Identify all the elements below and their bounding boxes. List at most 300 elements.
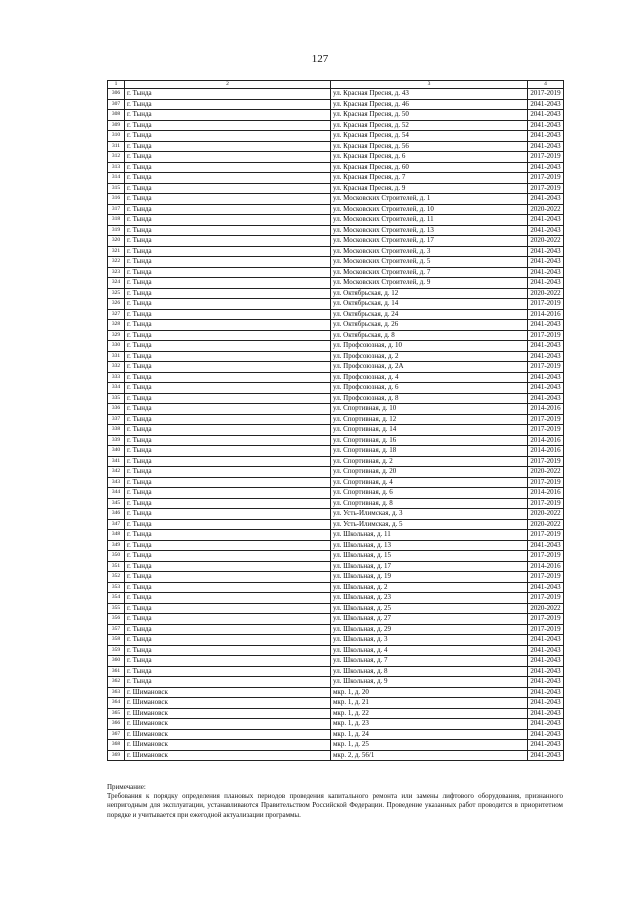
row-number: 354 <box>108 593 125 604</box>
city-cell: г. Тында <box>125 414 331 425</box>
city-cell: г. Тында <box>125 89 331 100</box>
address-cell: ул. Школьная, д. 23 <box>331 593 528 604</box>
period-cell: 2041-2043 <box>528 677 564 688</box>
period-cell: 2020-2022 <box>528 603 564 614</box>
address-cell: ул. Спортивная, д. 20 <box>331 467 528 478</box>
address-cell: ул. Спортивная, д. 14 <box>331 425 528 436</box>
city-cell: г. Тында <box>125 593 331 604</box>
period-cell: 2014-2016 <box>528 561 564 572</box>
table-row <box>108 435 564 446</box>
period-cell: 2017-2019 <box>528 551 564 562</box>
period-cell: 2041-2043 <box>528 278 564 289</box>
address-cell: ул. Спортивная, д. 4 <box>331 477 528 488</box>
city-cell: г. Тында <box>125 173 331 184</box>
row-number: 338 <box>108 425 125 436</box>
city-cell: г. Тында <box>125 246 331 257</box>
period-cell: 2041-2043 <box>528 750 564 761</box>
period-cell: 2017-2019 <box>528 477 564 488</box>
period-cell: 2041-2043 <box>528 393 564 404</box>
city-cell: г. Тында <box>125 267 331 278</box>
table-row <box>108 215 564 226</box>
row-number: 311 <box>108 141 125 152</box>
table-row <box>108 509 564 520</box>
address-cell: ул. Профсоюзная, д. 2А <box>331 362 528 373</box>
city-cell: г. Тында <box>125 477 331 488</box>
period-cell: 2041-2043 <box>528 740 564 751</box>
period-cell: 2014-2016 <box>528 435 564 446</box>
row-number: 326 <box>108 299 125 310</box>
period-cell: 2041-2043 <box>528 383 564 394</box>
table-row <box>108 414 564 425</box>
row-number: 345 <box>108 498 125 509</box>
table-row <box>108 624 564 635</box>
row-number: 315 <box>108 183 125 194</box>
row-number: 332 <box>108 362 125 373</box>
column-header: 1 <box>108 81 125 89</box>
row-number: 322 <box>108 257 125 268</box>
period-cell: 2020-2022 <box>528 288 564 299</box>
row-number: 313 <box>108 162 125 173</box>
period-cell: 2041-2043 <box>528 120 564 131</box>
repair-schedule-table-container <box>107 80 563 761</box>
period-cell: 2041-2043 <box>528 267 564 278</box>
table-row <box>108 89 564 100</box>
city-cell: г. Тында <box>125 152 331 163</box>
row-number: 324 <box>108 278 125 289</box>
note-block <box>107 783 563 820</box>
city-cell: г. Тында <box>125 225 331 236</box>
table-row <box>108 288 564 299</box>
address-cell: ул. Красная Пресня, д. 9 <box>331 183 528 194</box>
table-row <box>108 278 564 289</box>
row-number: 351 <box>108 561 125 572</box>
table-row <box>108 551 564 562</box>
row-number: 339 <box>108 435 125 446</box>
city-cell: г. Тында <box>125 582 331 593</box>
table-row <box>108 488 564 499</box>
city-cell: г. Тында <box>125 183 331 194</box>
table-row <box>108 446 564 457</box>
address-cell: ул. Школьная, д. 8 <box>331 666 528 677</box>
period-cell: 2017-2019 <box>528 414 564 425</box>
city-cell: г. Тында <box>125 446 331 457</box>
row-number: 363 <box>108 687 125 698</box>
row-number: 368 <box>108 740 125 751</box>
address-cell: ул. Красная Пресня, д. 50 <box>331 110 528 121</box>
address-cell: ул. Школьная, д. 2 <box>331 582 528 593</box>
table-row <box>108 729 564 740</box>
row-number: 310 <box>108 131 125 142</box>
row-number: 367 <box>108 729 125 740</box>
table-row <box>108 204 564 215</box>
address-cell: ул. Московских Строителей, д. 11 <box>331 215 528 226</box>
address-cell: ул. Спортивная, д. 6 <box>331 488 528 499</box>
table-row <box>108 372 564 383</box>
city-cell: г. Тында <box>125 467 331 478</box>
address-cell: ул. Московских Строителей, д. 13 <box>331 225 528 236</box>
city-cell: г. Тында <box>125 635 331 646</box>
note-text: Требования к порядку определения плановых периодов проведения капитального ремонта или замены лифтового оборудования, признанного непригодным для эксплуатации, устанавливаются Правительством Российской Федерации. Проведение указанных работ проводится в приоритетном порядке и учитывается при ежегодной актуализации программы. <box>107 792 563 819</box>
city-cell: г. Шимановск <box>125 750 331 761</box>
repair-schedule-table <box>107 80 564 761</box>
row-number: 340 <box>108 446 125 457</box>
address-cell: ул. Школьная, д. 7 <box>331 656 528 667</box>
table-row <box>108 708 564 719</box>
table-row <box>108 246 564 257</box>
column-header: 3 <box>331 81 528 89</box>
row-number: 350 <box>108 551 125 562</box>
row-number: 328 <box>108 320 125 331</box>
city-cell: г. Тында <box>125 509 331 520</box>
row-number: 366 <box>108 719 125 730</box>
row-number: 359 <box>108 645 125 656</box>
city-cell: г. Тында <box>125 624 331 635</box>
period-cell: 2017-2019 <box>528 89 564 100</box>
period-cell: 2041-2043 <box>528 162 564 173</box>
period-cell: 2041-2043 <box>528 341 564 352</box>
table-row <box>108 477 564 488</box>
city-cell: г. Тында <box>125 120 331 131</box>
period-cell: 2017-2019 <box>528 593 564 604</box>
table-row <box>108 141 564 152</box>
table-row <box>108 698 564 709</box>
row-number: 314 <box>108 173 125 184</box>
page-number: 127 <box>311 53 329 65</box>
table-row <box>108 152 564 163</box>
period-cell: 2017-2019 <box>528 183 564 194</box>
city-cell: г. Тында <box>125 278 331 289</box>
period-cell: 2041-2043 <box>528 729 564 740</box>
address-cell: ул. Школьная, д. 17 <box>331 561 528 572</box>
address-cell: ул. Московских Строителей, д. 3 <box>331 246 528 257</box>
period-cell: 2020-2022 <box>528 236 564 247</box>
table-row <box>108 330 564 341</box>
city-cell: г. Тында <box>125 488 331 499</box>
row-number: 306 <box>108 89 125 100</box>
city-cell: г. Тында <box>125 215 331 226</box>
city-cell: г. Тында <box>125 351 331 362</box>
address-cell: ул. Школьная, д. 11 <box>331 530 528 541</box>
table-row <box>108 750 564 761</box>
period-cell: 2020-2022 <box>528 509 564 520</box>
period-cell: 2041-2043 <box>528 582 564 593</box>
row-number: 353 <box>108 582 125 593</box>
city-cell: г. Тында <box>125 519 331 530</box>
city-cell: г. Тында <box>125 603 331 614</box>
table-row <box>108 666 564 677</box>
column-number-row <box>108 81 564 89</box>
row-number: 330 <box>108 341 125 352</box>
city-cell: г. Тында <box>125 656 331 667</box>
table-row <box>108 456 564 467</box>
address-cell: ул. Школьная, д. 13 <box>331 540 528 551</box>
period-cell: 2041-2043 <box>528 194 564 205</box>
city-cell: г. Шимановск <box>125 719 331 730</box>
address-cell: ул. Школьная, д. 27 <box>331 614 528 625</box>
table-row <box>108 519 564 530</box>
row-number: 343 <box>108 477 125 488</box>
row-number: 333 <box>108 372 125 383</box>
period-cell: 2041-2043 <box>528 320 564 331</box>
city-cell: г. Тында <box>125 372 331 383</box>
row-number: 337 <box>108 414 125 425</box>
city-cell: г. Тында <box>125 666 331 677</box>
period-cell: 2017-2019 <box>528 330 564 341</box>
period-cell: 2017-2019 <box>528 173 564 184</box>
period-cell: 2020-2022 <box>528 467 564 478</box>
city-cell: г. Шимановск <box>125 740 331 751</box>
address-cell: ул. Красная Пресня, д. 60 <box>331 162 528 173</box>
city-cell: г. Тында <box>125 393 331 404</box>
row-number: 360 <box>108 656 125 667</box>
note-heading: Примечание: <box>107 783 146 791</box>
address-cell: ул. Красная Пресня, д. 7 <box>331 173 528 184</box>
address-cell: ул. Московских Строителей, д. 17 <box>331 236 528 247</box>
address-cell: ул. Профсоюзная, д. 2 <box>331 351 528 362</box>
city-cell: г. Шимановск <box>125 687 331 698</box>
period-cell: 2041-2043 <box>528 99 564 110</box>
address-cell: ул. Школьная, д. 15 <box>331 551 528 562</box>
period-cell: 2041-2043 <box>528 246 564 257</box>
address-cell: мкр. 1, д. 24 <box>331 729 528 740</box>
city-cell: г. Тында <box>125 425 331 436</box>
period-cell: 2017-2019 <box>528 530 564 541</box>
city-cell: г. Тында <box>125 204 331 215</box>
row-number: 346 <box>108 509 125 520</box>
table-row <box>108 404 564 415</box>
address-cell: мкр. 1, д. 25 <box>331 740 528 751</box>
table-row <box>108 572 564 583</box>
period-cell: 2017-2019 <box>528 498 564 509</box>
table-row <box>108 645 564 656</box>
period-cell: 2041-2043 <box>528 540 564 551</box>
address-cell: мкр. 1, д. 20 <box>331 687 528 698</box>
row-number: 362 <box>108 677 125 688</box>
row-number: 312 <box>108 152 125 163</box>
city-cell: г. Тында <box>125 530 331 541</box>
city-cell: г. Тында <box>125 99 331 110</box>
table-row <box>108 351 564 362</box>
table-row <box>108 582 564 593</box>
address-cell: ул. Школьная, д. 19 <box>331 572 528 583</box>
address-cell: ул. Школьная, д. 4 <box>331 645 528 656</box>
city-cell: г. Тында <box>125 141 331 152</box>
period-cell: 2017-2019 <box>528 614 564 625</box>
row-number: 349 <box>108 540 125 551</box>
period-cell: 2017-2019 <box>528 624 564 635</box>
row-number: 341 <box>108 456 125 467</box>
table-row <box>108 530 564 541</box>
row-number: 352 <box>108 572 125 583</box>
address-cell: ул. Октябрьская, д. 12 <box>331 288 528 299</box>
city-cell: г. Тында <box>125 435 331 446</box>
address-cell: ул. Октябрьская, д. 24 <box>331 309 528 320</box>
table-row <box>108 120 564 131</box>
table-row <box>108 99 564 110</box>
table-row <box>108 540 564 551</box>
address-cell: ул. Московских Строителей, д. 7 <box>331 267 528 278</box>
city-cell: г. Тында <box>125 288 331 299</box>
table-row <box>108 236 564 247</box>
city-cell: г. Тында <box>125 299 331 310</box>
city-cell: г. Тында <box>125 110 331 121</box>
row-number: 361 <box>108 666 125 677</box>
table-body <box>108 89 564 761</box>
row-number: 327 <box>108 309 125 320</box>
city-cell: г. Тында <box>125 341 331 352</box>
row-number: 309 <box>108 120 125 131</box>
row-number: 365 <box>108 708 125 719</box>
table-row <box>108 173 564 184</box>
period-cell: 2041-2043 <box>528 225 564 236</box>
table-row <box>108 561 564 572</box>
city-cell: г. Шимановск <box>125 729 331 740</box>
table-row <box>108 267 564 278</box>
row-number: 357 <box>108 624 125 635</box>
row-number: 336 <box>108 404 125 415</box>
table-row <box>108 383 564 394</box>
row-number: 334 <box>108 383 125 394</box>
address-cell: ул. Спортивная, д. 10 <box>331 404 528 415</box>
row-number: 320 <box>108 236 125 247</box>
table-row <box>108 309 564 320</box>
table-row <box>108 110 564 121</box>
table-row <box>108 341 564 352</box>
address-cell: ул. Усть-Илимская, д. 3 <box>331 509 528 520</box>
table-row <box>108 131 564 142</box>
city-cell: г. Тында <box>125 257 331 268</box>
row-number: 358 <box>108 635 125 646</box>
period-cell: 2014-2016 <box>528 309 564 320</box>
table-row <box>108 425 564 436</box>
address-cell: мкр. 1, д. 22 <box>331 708 528 719</box>
row-number: 364 <box>108 698 125 709</box>
row-number: 329 <box>108 330 125 341</box>
table-row <box>108 677 564 688</box>
row-number: 325 <box>108 288 125 299</box>
city-cell: г. Тында <box>125 362 331 373</box>
row-number: 319 <box>108 225 125 236</box>
address-cell: ул. Профсоюзная, д. 4 <box>331 372 528 383</box>
period-cell: 2041-2043 <box>528 656 564 667</box>
period-cell: 2020-2022 <box>528 519 564 530</box>
period-cell: 2041-2043 <box>528 257 564 268</box>
address-cell: ул. Спортивная, д. 2 <box>331 456 528 467</box>
city-cell: г. Тында <box>125 498 331 509</box>
period-cell: 2017-2019 <box>528 425 564 436</box>
row-number: 307 <box>108 99 125 110</box>
period-cell: 2014-2016 <box>528 404 564 415</box>
period-cell: 2041-2043 <box>528 635 564 646</box>
city-cell: г. Тында <box>125 194 331 205</box>
row-number: 344 <box>108 488 125 499</box>
city-cell: г. Тында <box>125 320 331 331</box>
city-cell: г. Тында <box>125 572 331 583</box>
table-row <box>108 719 564 730</box>
address-cell: ул. Московских Строителей, д. 5 <box>331 257 528 268</box>
period-cell: 2041-2043 <box>528 666 564 677</box>
period-cell: 2014-2016 <box>528 446 564 457</box>
table-row <box>108 467 564 478</box>
row-number: 347 <box>108 519 125 530</box>
city-cell: г. Тында <box>125 383 331 394</box>
address-cell: ул. Профсоюзная, д. 6 <box>331 383 528 394</box>
address-cell: ул. Красная Пресня, д. 43 <box>331 89 528 100</box>
city-cell: г. Тында <box>125 561 331 572</box>
period-cell: 2017-2019 <box>528 299 564 310</box>
table-row <box>108 498 564 509</box>
period-cell: 2014-2016 <box>528 488 564 499</box>
address-cell: ул. Школьная, д. 25 <box>331 603 528 614</box>
city-cell: г. Тында <box>125 551 331 562</box>
table-row <box>108 687 564 698</box>
row-number: 318 <box>108 215 125 226</box>
period-cell: 2041-2043 <box>528 698 564 709</box>
address-cell: ул. Красная Пресня, д. 54 <box>331 131 528 142</box>
table-row <box>108 603 564 614</box>
table-row <box>108 656 564 667</box>
period-cell: 2041-2043 <box>528 645 564 656</box>
city-cell: г. Тында <box>125 540 331 551</box>
period-cell: 2041-2043 <box>528 719 564 730</box>
table-row <box>108 257 564 268</box>
address-cell: ул. Школьная, д. 3 <box>331 635 528 646</box>
address-cell: ул. Московских Строителей, д. 10 <box>331 204 528 215</box>
period-cell: 2017-2019 <box>528 456 564 467</box>
address-cell: ул. Октябрьская, д. 26 <box>331 320 528 331</box>
column-header: 4 <box>528 81 564 89</box>
row-number: 342 <box>108 467 125 478</box>
table-row <box>108 162 564 173</box>
address-cell: ул. Школьная, д. 29 <box>331 624 528 635</box>
address-cell: ул. Спортивная, д. 8 <box>331 498 528 509</box>
city-cell: г. Тында <box>125 309 331 320</box>
row-number: 316 <box>108 194 125 205</box>
row-number: 356 <box>108 614 125 625</box>
table-row <box>108 614 564 625</box>
city-cell: г. Шимановск <box>125 698 331 709</box>
city-cell: г. Тында <box>125 456 331 467</box>
period-cell: 2041-2043 <box>528 131 564 142</box>
row-number: 323 <box>108 267 125 278</box>
period-cell: 2020-2022 <box>528 204 564 215</box>
address-cell: ул. Московских Строителей, д. 1 <box>331 194 528 205</box>
city-cell: г. Тында <box>125 330 331 341</box>
address-cell: ул. Октябрьская, д. 8 <box>331 330 528 341</box>
address-cell: ул. Спортивная, д. 18 <box>331 446 528 457</box>
table-row <box>108 393 564 404</box>
period-cell: 2017-2019 <box>528 152 564 163</box>
period-cell: 2041-2043 <box>528 141 564 152</box>
address-cell: ул. Красная Пресня, д. 46 <box>331 99 528 110</box>
address-cell: ул. Профсоюзная, д. 8 <box>331 393 528 404</box>
address-cell: мкр. 2, д. 56/1 <box>331 750 528 761</box>
city-cell: г. Тында <box>125 645 331 656</box>
period-cell: 2041-2043 <box>528 372 564 383</box>
address-cell: ул. Октябрьская, д. 14 <box>331 299 528 310</box>
row-number: 321 <box>108 246 125 257</box>
address-cell: ул. Красная Пресня, д. 6 <box>331 152 528 163</box>
address-cell: ул. Красная Пресня, д. 56 <box>331 141 528 152</box>
city-cell: г. Тында <box>125 614 331 625</box>
city-cell: г. Тында <box>125 162 331 173</box>
city-cell: г. Шимановск <box>125 708 331 719</box>
period-cell: 2017-2019 <box>528 572 564 583</box>
table-row <box>108 194 564 205</box>
table-row <box>108 635 564 646</box>
row-number: 331 <box>108 351 125 362</box>
period-cell: 2041-2043 <box>528 215 564 226</box>
